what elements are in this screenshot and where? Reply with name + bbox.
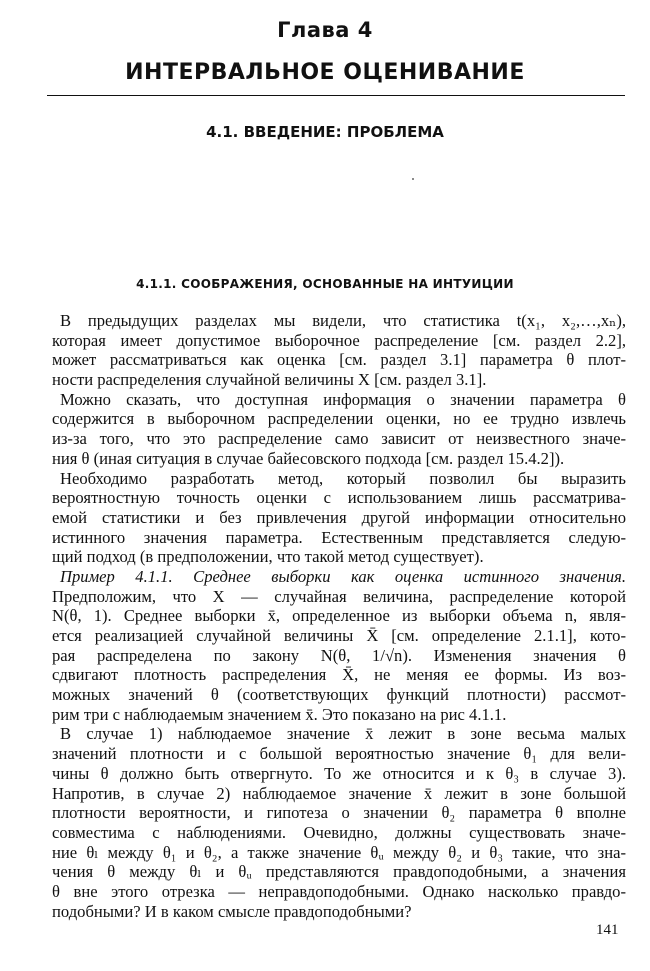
text-line: совместима с наблюдениями. Очевидно, должны существовать значе- (52, 822, 626, 842)
text-line: сдвигают плотность распределения X̄, не меняя ее формы. Из воз- (52, 665, 626, 685)
text-line: щий подход (в предположении, что такой метод существует). (52, 547, 484, 567)
text-line: из-за того, что это распределение само зависит от неизвестного значе- (52, 429, 626, 449)
section-title: 4.1. ВВЕДЕНИЕ: ПРОБЛЕМА (206, 123, 444, 141)
text-line: чения θ между θₗ и θᵤ представляются правдоподобными, а значения (52, 862, 626, 882)
text-line: Необходимо разработать метод, который позволил бы выразить (60, 468, 626, 488)
title-rule (47, 95, 625, 96)
text-line: рим три с наблюдаемым значением x̄. Это показано на рис 4.1.1. (52, 704, 507, 724)
text-line: плотности вероятности, и гипотеза о значении θ₂ параметра θ вполне (52, 803, 626, 823)
text-line: истинного значения параметра. Естественным представляется следую- (52, 527, 626, 547)
text-line: В случае 1) наблюдаемое значение x̄ лежит в зоне весьма малых (60, 724, 626, 744)
chapter-title: ИНТЕРВАЛЬНОЕ ОЦЕНИВАНИЕ (125, 60, 525, 85)
text-line: ния θ (иная ситуация в случае байесовского подхода [см. раздел 15.4.2]). (52, 448, 565, 468)
text-line: емой статистики и без привлечения другой информации относительно (52, 507, 626, 527)
text-line: ние θₗ между θ₁ и θ₂, а также значение θᵤ между θ₂ и θ₃ такие, что зна- (52, 842, 626, 862)
text-line: Можно сказать, что доступная информация о значении параметра θ (60, 389, 626, 409)
text-line: рая распределена по закону N(θ, 1/√n). Изменения значения θ (52, 645, 626, 665)
text-line: подобными? И в каком смысле правдоподобными? (52, 901, 412, 921)
subsection-title: 4.1.1. СООБРАЖЕНИЯ, ОСНОВАННЫЕ НА ИНТУИЦИИ (136, 277, 514, 291)
text-line: вероятностную точность оценки с использованием лишь рассматрива- (52, 488, 626, 508)
text-line: значений плотности и с большой вероятностью значение θ₁ для вели- (52, 744, 626, 764)
page-number: 141 (596, 922, 619, 938)
text-line: которая имеет допустимое выборочное распределение [см. раздел 2.2], (52, 330, 626, 350)
chapter-number: Глава 4 (277, 18, 373, 42)
text-line: В предыдущих разделах мы видели, что статистика t(x₁, x₂,…,xₙ), (60, 311, 626, 330)
text-line: ется реализацией случайной величины X̄ [см. определение 2.1.1], кото- (52, 626, 626, 645)
text-line: чины θ должно быть отвергнуто. То же относится и к θ₃ в случае 3). (52, 763, 626, 783)
text-line: содержится в выборочном распределении оценки, но ее трудно извлечь (52, 409, 626, 429)
print-speck (412, 178, 414, 180)
text-line: можных значений θ (соответствующих функций плотности) рассмот- (52, 685, 626, 705)
text-line: ности распределения случайной величины X [см. раздел 3.1]. (52, 370, 487, 390)
text-line: θ вне этого отрезка — неправдоподобными. Однако насколько правдо- (52, 881, 626, 901)
text-line: Предположим, что X — случайная величина, распределение которой (52, 586, 626, 606)
text-line: может рассматриваться как оценка [см. раздел 3.1] параметра θ плот- (52, 350, 626, 370)
example-heading: Пример 4.1.1. Среднее выборки как оценка истинного значения. (60, 566, 626, 586)
text-line: Напротив, в случае 2) наблюдаемое значение x̄ лежит в зоне большой (52, 783, 626, 803)
body-text (52, 311, 626, 921)
text-line: N(θ, 1). Среднее выборки x̄, определенное из выборки объема n, явля- (52, 606, 626, 626)
